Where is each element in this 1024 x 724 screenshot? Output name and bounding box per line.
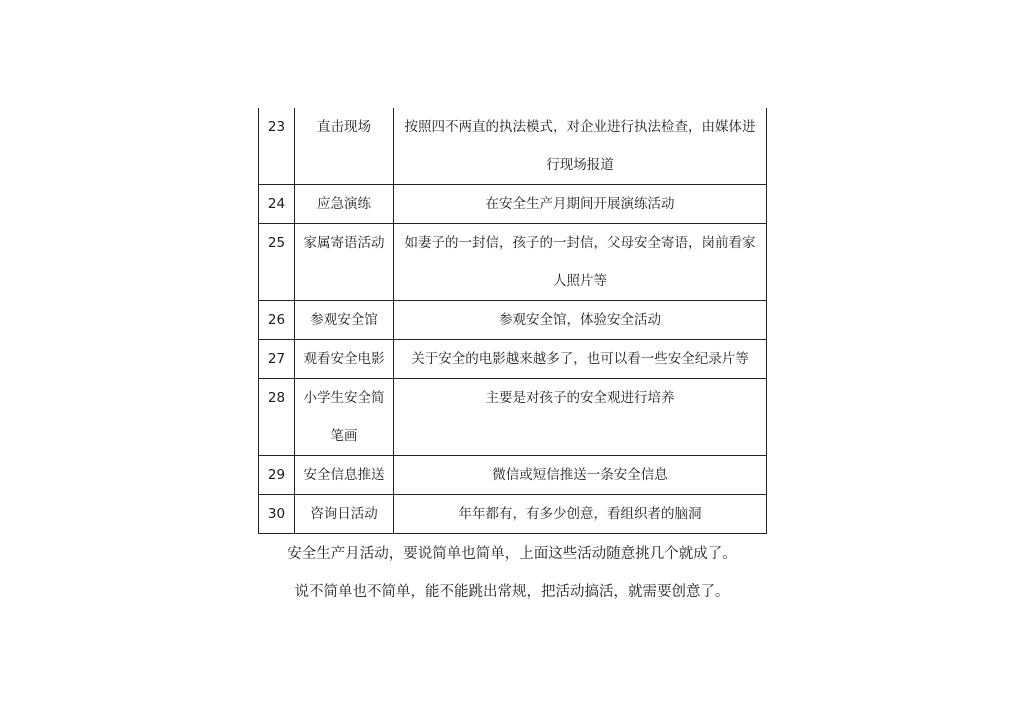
row-number: 28 (259, 379, 295, 456)
activity-description: 在安全生产月期间开展演练活动 (394, 185, 767, 224)
activity-description: 按照四不两直的执法模式，对企业进行执法检查，由媒体进行现场报道 (394, 108, 767, 185)
row-number: 25 (259, 224, 295, 301)
row-number: 26 (259, 301, 295, 340)
activity-name: 小学生安全简笔画 (295, 379, 394, 456)
closing-paragraph: 说不简单也不简单，能不能跳出常规，把活动搞活，就需要创意了。 (294, 584, 730, 600)
activity-description: 参观安全馆，体验安全活动 (394, 301, 767, 340)
activity-name: 直击现场 (295, 108, 394, 185)
table-row (259, 495, 767, 534)
row-number: 30 (259, 495, 295, 534)
row-number: 24 (259, 185, 295, 224)
activity-description: 微信或短信推送一条安全信息 (394, 456, 767, 495)
activity-description: 年年都有，有多少创意，看组织者的脑洞 (394, 495, 767, 534)
activity-name: 安全信息推送 (295, 456, 394, 495)
activity-name: 观看安全电影 (295, 340, 394, 379)
activity-name: 家属寄语活动 (295, 224, 394, 301)
closing-paragraph: 安全生产月活动，要说简单也简单，上面这些活动随意挑几个就成了。 (287, 546, 737, 562)
row-number: 27 (259, 340, 295, 379)
table-row (259, 340, 767, 379)
table-row (259, 185, 767, 224)
activity-name: 咨询日活动 (295, 495, 394, 534)
row-number: 23 (259, 108, 295, 185)
activity-description: 关于安全的电影越来越多了，也可以看一些安全纪录片等 (394, 340, 767, 379)
table-row (259, 379, 767, 456)
activity-name: 参观安全馆 (295, 301, 394, 340)
table-row (259, 301, 767, 340)
activity-description: 如妻子的一封信，孩子的一封信，父母安全寄语，岗前看家人照片等 (394, 224, 767, 301)
table-row (259, 108, 767, 185)
table-row (259, 224, 767, 301)
row-number: 29 (259, 456, 295, 495)
table-row (259, 456, 767, 495)
activity-name: 应急演练 (295, 185, 394, 224)
activity-table (258, 108, 767, 534)
activity-description: 主要是对孩子的安全观进行培养 (394, 379, 767, 456)
